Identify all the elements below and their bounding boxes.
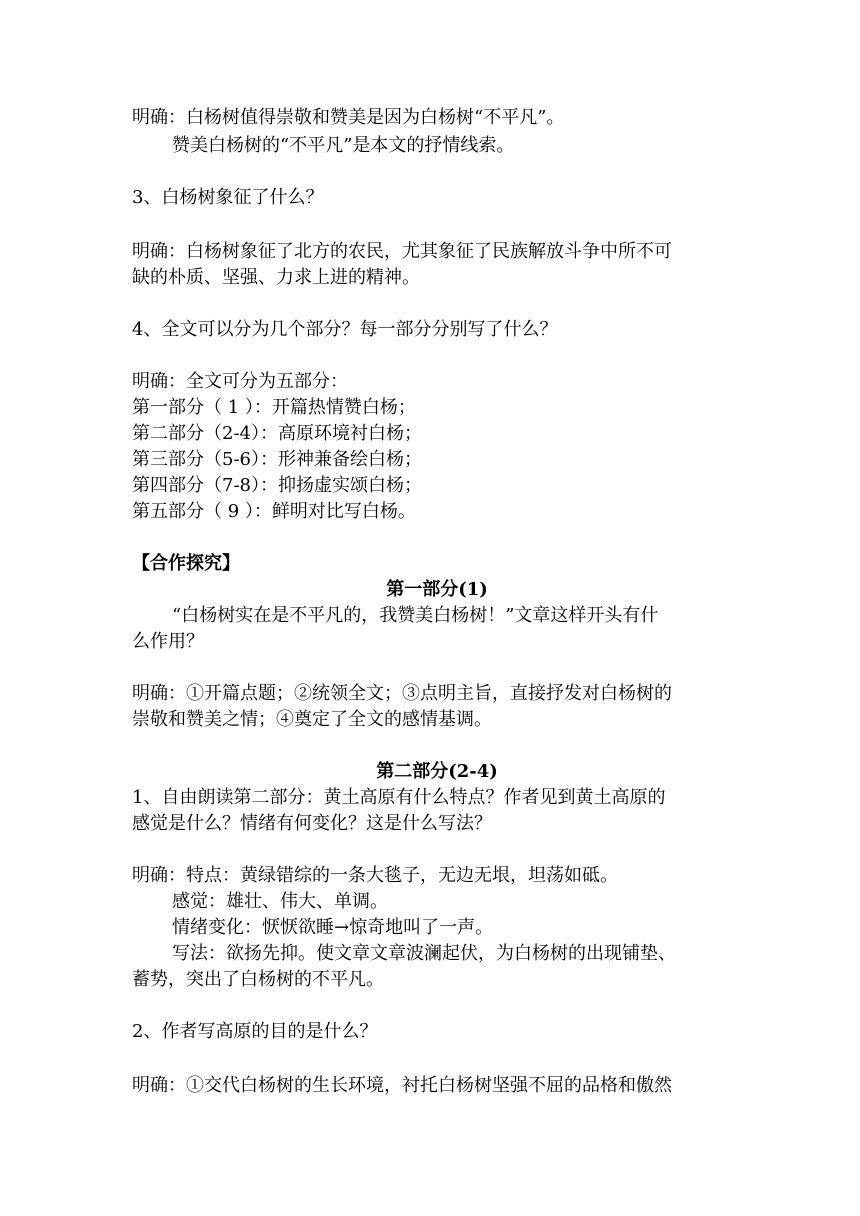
part-heading: 第二部分(2-4) <box>376 761 498 782</box>
answer-line: 崇敬和赞美之情；④奠定了全文的感情基调。 <box>132 709 492 730</box>
answer-line: 赞美白杨树的“不平凡”是本文的抒情线索。 <box>172 135 515 156</box>
section-list-item: 第五部分（ 9 ）：鲜明对比写白杨。 <box>132 501 416 522</box>
answer-line: 情绪变化：恹恹欲睡→惊奇地叫了一声。 <box>172 917 494 938</box>
section-list-item: 第三部分（5-6）：形神兼备绘白杨； <box>132 449 422 470</box>
section-list-item: 第一部分（ 1 ）：开篇热情赞白杨； <box>132 397 416 418</box>
answer-line: 明确：白杨树象征了北方的农民，尤其象征了民族解放斗争中所不可 <box>132 241 672 262</box>
part-heading: 第一部分(1) <box>386 579 488 600</box>
question-line: 感觉是什么？情绪有何变化？这是什么写法？ <box>132 813 492 834</box>
section-heading: 【合作探究】 <box>132 553 240 574</box>
answer-line: 明确：①开篇点题；②统领全文；③点明主旨，直接抒发对白杨树的 <box>132 683 672 704</box>
question-line: 么作用？ <box>132 631 204 652</box>
answer-line: 明确：特点：黄绿错综的一条大毯子，无边无垠，坦荡如砥。 <box>132 865 618 886</box>
section-list-item: 第二部分（2-4）：高原环境衬白杨； <box>132 423 422 444</box>
question-line: 1、自由朗读第二部分：黄土高原有什么特点？作者见到黄土高原的 <box>132 787 666 808</box>
answer-line: 写法：欲扬先抑。使文章文章波澜起伏，为白杨树的出现铺垫、 <box>172 943 676 964</box>
question-line: 4、全文可以分为几个部分？每一部分分别写了什么？ <box>132 319 558 340</box>
answer-line: 明确：白杨树值得崇敬和赞美是因为白杨树“不平凡”。 <box>132 107 565 128</box>
question-line: 3、白杨树象征了什么？ <box>132 187 324 208</box>
answer-line: 明确：①交代白杨树的生长环境，衬托白杨树坚强不屈的品格和傲然 <box>132 1075 672 1096</box>
question-line: 2、作者写高原的目的是什么？ <box>132 1021 378 1042</box>
answer-line: 蓄势，突出了白杨树的不平凡。 <box>132 969 384 990</box>
answer-line: 明确：全文可分为五部分： <box>132 371 348 392</box>
question-line: “白杨树实在是不平凡的，我赞美白杨树！”文章这样开头有什 <box>172 605 659 626</box>
answer-line: 感觉：雄壮、伟大、单调。 <box>172 891 388 912</box>
answer-line: 缺的朴质、坚强、力求上进的精神。 <box>132 267 420 288</box>
section-list-item: 第四部分（7-8）：抑扬虚实颂白杨； <box>132 475 422 496</box>
